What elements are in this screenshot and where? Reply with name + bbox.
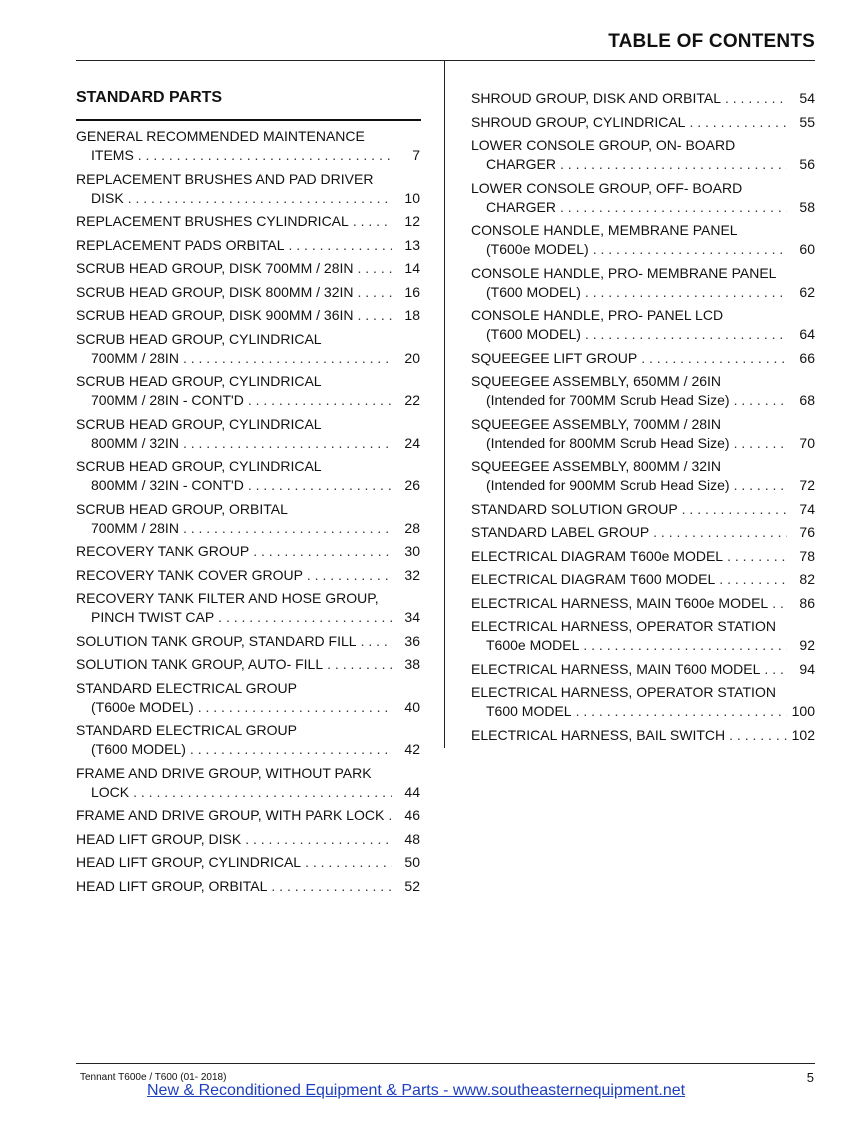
dot-leader	[583, 636, 787, 655]
dot-leader	[727, 547, 787, 566]
dot-leader	[245, 830, 392, 849]
toc-entry[interactable]	[76, 236, 420, 255]
toc-page-number: 78	[799, 547, 815, 564]
toc-page-number: 92	[799, 637, 815, 653]
dot-leader	[183, 519, 392, 538]
toc-page-number: 54	[799, 90, 815, 106]
toc-right-column	[471, 89, 815, 749]
toc-entry-title: STANDARD SOLUTION GROUP	[471, 500, 678, 517]
toc-entry-continuation: PINCH TWIST CAP	[91, 609, 215, 625]
toc-entry-continuation: DISK	[91, 189, 124, 206]
toc-entry-continuation: CHARGER	[486, 156, 557, 172]
toc-entry-title: LOWER CONSOLE GROUP, OFF- BOARD	[471, 179, 743, 196]
toc-page-number: 86	[799, 594, 815, 611]
toc-entry-continuation: ITEMS	[91, 147, 134, 163]
toc-page-number: 44	[404, 783, 420, 800]
toc-entry-title: LOWER CONSOLE GROUP, ON- BOARD	[471, 137, 736, 153]
toc-page-number: 102	[791, 726, 815, 743]
toc-entry[interactable]	[471, 113, 815, 132]
toc-entry[interactable]	[76, 806, 420, 825]
toc-page-number: 64	[799, 326, 815, 342]
toc-entry[interactable]	[471, 617, 815, 655]
toc-entry[interactable]	[471, 570, 815, 589]
dot-leader	[183, 349, 392, 368]
toc-entry-continuation: (Intended for 900MM Scrub Head Size)	[486, 477, 730, 493]
dot-leader	[289, 236, 393, 255]
dot-leader	[719, 570, 787, 589]
dot-leader	[198, 698, 392, 717]
toc-page-number: 82	[799, 571, 815, 587]
toc-entry[interactable]	[76, 853, 420, 872]
dot-leader	[576, 702, 787, 721]
toc-entry-title: ELECTRICAL HARNESS, MAIN T600e MODEL	[471, 594, 769, 611]
toc-entry-title: REPLACEMENT PADS ORBITAL	[76, 236, 285, 253]
toc-entry[interactable]	[76, 212, 420, 231]
toc-entry-continuation: T600e MODEL	[486, 637, 580, 653]
toc-entry[interactable]	[76, 632, 420, 651]
bottom-divider	[76, 1063, 815, 1064]
toc-entry-title: SQUEEGEE ASSEMBLY, 800MM / 32IN	[471, 458, 722, 474]
dot-leader	[593, 240, 787, 259]
toc-entry-title: SCRUB HEAD GROUP, CYLINDRICAL	[76, 330, 322, 347]
toc-entry-title: FRAME AND DRIVE GROUP, WITH PARK LOCK	[76, 807, 385, 823]
toc-page-number: 68	[799, 392, 815, 408]
toc-page-number: 34	[404, 609, 420, 625]
toc-entry-continuation: (Intended for 800MM Scrub Head Size)	[486, 434, 730, 451]
toc-entry-title: SHROUD GROUP, DISK AND ORBITAL	[471, 90, 721, 106]
toc-page-number: 72	[799, 477, 815, 493]
dot-leader	[734, 391, 787, 410]
toc-page-number: 10	[404, 189, 420, 206]
dot-leader	[128, 189, 392, 208]
dot-leader	[689, 113, 787, 132]
toc-entry[interactable]	[76, 170, 420, 208]
toc-entry-title: SCRUB HEAD GROUP, CYLINDRICAL	[76, 373, 322, 389]
toc-entry-title: SQUEEGEE LIFT GROUP	[471, 349, 638, 366]
toc-entry-continuation: 700MM / 28IN	[91, 349, 179, 366]
toc-page-number: 24	[404, 434, 420, 451]
toc-page-number: 46	[404, 807, 420, 823]
toc-page-number: 38	[404, 656, 420, 672]
toc-entry-title: ELECTRICAL HARNESS, OPERATOR STATION	[471, 684, 776, 700]
toc-page-number: 48	[404, 830, 420, 847]
toc-entry-title: CONSOLE HANDLE, PRO- PANEL LCD	[471, 307, 724, 323]
dot-leader	[729, 726, 787, 745]
toc-entry-continuation: CHARGER	[486, 198, 557, 215]
toc-entry-title: SCRUB HEAD GROUP, DISK 700MM / 28IN	[76, 260, 354, 276]
toc-entry[interactable]	[76, 566, 420, 585]
dot-leader	[307, 566, 392, 585]
toc-page-number: 36	[404, 632, 420, 649]
dot-leader	[271, 877, 392, 896]
toc-left-column	[76, 127, 420, 900]
toc-entry[interactable]	[76, 127, 420, 165]
toc-page-number: 76	[799, 524, 815, 540]
dot-leader	[357, 306, 392, 325]
toc-page-number: 60	[799, 241, 815, 257]
toc-entry[interactable]	[76, 721, 420, 759]
dot-leader	[138, 146, 392, 165]
dot-leader	[641, 349, 787, 368]
toc-entry-title: ELECTRICAL HARNESS, BAIL SWITCH	[471, 726, 726, 743]
toc-entry-title: SQUEEGEE ASSEMBLY, 700MM / 28IN	[471, 415, 722, 432]
dot-leader	[253, 542, 392, 561]
toc-entry[interactable]	[471, 660, 815, 679]
toc-entry[interactable]	[76, 283, 420, 302]
toc-entry-continuation: T600 MODEL	[486, 703, 572, 719]
toc-entry-title: RECOVERY TANK COVER GROUP	[76, 566, 303, 583]
toc-page-number: 7	[412, 147, 420, 163]
toc-page-number: 28	[404, 519, 420, 536]
section-title: STANDARD PARTS	[76, 89, 223, 106]
toc-entry-continuation: 800MM / 32IN - CONT'D	[91, 477, 244, 493]
toc-page-number: 13	[404, 236, 420, 253]
toc-entry-title: STANDARD ELECTRICAL GROUP	[76, 722, 297, 738]
toc-entry-title: CONSOLE HANDLE, PRO- MEMBRANE PANEL	[471, 264, 777, 281]
toc-entry[interactable]	[471, 349, 815, 368]
toc-entry-continuation: (Intended for 700MM Scrub Head Size)	[486, 392, 730, 408]
dot-leader	[327, 655, 392, 674]
toc-page-number: 56	[799, 156, 815, 172]
page-title: TABLE OF CONTENTS	[608, 31, 815, 52]
dot-leader	[772, 594, 787, 613]
toc-page-number: 50	[404, 854, 420, 870]
toc-entry-continuation: (T600 MODEL)	[91, 741, 186, 757]
toc-entry-title: SCRUB HEAD GROUP, CYLINDRICAL	[76, 415, 322, 432]
dot-leader	[560, 198, 787, 217]
toc-page-number: 58	[799, 198, 815, 215]
toc-entry-title: SCRUB HEAD GROUP, DISK 900MM / 36IN	[76, 307, 354, 323]
toc-entry[interactable]	[76, 655, 420, 674]
dot-leader	[357, 283, 392, 302]
toc-page-number: 18	[404, 307, 420, 323]
dot-leader	[734, 476, 787, 495]
toc-entry[interactable]	[76, 500, 420, 538]
dot-leader	[353, 212, 392, 231]
dot-leader	[190, 740, 392, 759]
toc-entry-title: RECOVERY TANK GROUP	[76, 543, 250, 559]
toc-page-number: 16	[404, 283, 420, 300]
toc-entry-continuation: (T600 MODEL)	[486, 326, 581, 342]
toc-page-number: 40	[404, 698, 420, 715]
toc-entry[interactable]	[471, 726, 815, 745]
toc-entry-title: REPLACEMENT BRUSHES AND PAD DRIVER	[76, 170, 374, 187]
toc-entry[interactable]	[76, 306, 420, 325]
toc-entry[interactable]	[471, 136, 815, 174]
dot-leader	[585, 283, 787, 302]
toc-entry[interactable]	[471, 89, 815, 108]
dot-leader	[218, 608, 392, 627]
toc-entry[interactable]	[471, 221, 815, 259]
toc-entry-title: ELECTRICAL HARNESS, OPERATOR STATION	[471, 618, 776, 634]
toc-entry[interactable]	[76, 259, 420, 278]
toc-page-number: 12	[404, 213, 420, 229]
toc-entry-title: SCRUB HEAD GROUP, CYLINDRICAL	[76, 458, 322, 474]
toc-page-number: 26	[404, 477, 420, 493]
toc-entry-title: ELECTRICAL DIAGRAM T600e MODEL	[471, 547, 724, 564]
toc-entry-continuation: (T600e MODEL)	[486, 241, 589, 257]
toc-page-number: 94	[799, 660, 815, 677]
toc-entry[interactable]	[471, 179, 815, 217]
toc-entry-title: SOLUTION TANK GROUP, STANDARD FILL	[76, 632, 357, 649]
toc-entry[interactable]	[76, 372, 420, 410]
toc-entry-title: SCRUB HEAD GROUP, DISK 800MM / 32IN	[76, 283, 354, 300]
top-divider	[76, 60, 815, 61]
dot-leader	[560, 155, 787, 174]
dot-leader	[682, 500, 787, 519]
toc-entry-title: RECOVERY TANK FILTER AND HOSE GROUP,	[76, 590, 379, 606]
dot-leader	[734, 434, 787, 453]
dot-leader	[305, 853, 392, 872]
toc-entry-title: REPLACEMENT BRUSHES CYLINDRICAL	[76, 213, 349, 229]
dot-leader	[725, 89, 787, 108]
toc-page-number: 22	[404, 392, 420, 408]
dot-leader	[653, 523, 787, 542]
toc-entry[interactable]	[76, 589, 420, 627]
dot-leader	[357, 259, 392, 278]
dot-leader	[388, 806, 392, 825]
dot-leader	[361, 632, 392, 651]
toc-page-number: 20	[404, 349, 420, 366]
toc-entry[interactable]	[76, 877, 420, 896]
toc-entry-title: SHROUD GROUP, CYLINDRICAL	[471, 113, 686, 130]
toc-page-number: 66	[799, 349, 815, 366]
toc-entry-title: STANDARD LABEL GROUP	[471, 524, 650, 540]
toc-entry-title: STANDARD ELECTRICAL GROUP	[76, 679, 297, 696]
toc-entry-title: SCRUB HEAD GROUP, ORBITAL	[76, 500, 288, 517]
footer-model: Tennant T600e / T600 (01- 2018)	[80, 1072, 227, 1083]
toc-page-number: 42	[404, 741, 420, 757]
toc-entry[interactable]	[471, 500, 815, 519]
toc-entry-continuation: (T600 MODEL)	[486, 283, 581, 300]
toc-entry[interactable]	[471, 547, 815, 566]
toc-entry[interactable]	[471, 594, 815, 613]
toc-page-number: 52	[404, 877, 420, 894]
toc-page-number: 30	[404, 543, 420, 559]
toc-entry[interactable]	[76, 542, 420, 561]
toc-entry[interactable]	[471, 415, 815, 453]
footer-page-number: 5	[806, 1070, 814, 1085]
toc-entry[interactable]	[76, 764, 420, 802]
dot-leader	[248, 391, 392, 410]
footer-link[interactable]: New & Reconditioned Equipment & Parts - www.southeasternequipment.net	[147, 1082, 686, 1099]
toc-entry-continuation: (T600e MODEL)	[91, 698, 194, 715]
toc-entry-title: ELECTRICAL HARNESS, MAIN T600 MODEL	[471, 660, 761, 677]
toc-page-number: 74	[799, 500, 815, 517]
toc-entry[interactable]	[76, 457, 420, 495]
toc-entry[interactable]	[76, 330, 420, 368]
toc-entry-title: CONSOLE HANDLE, MEMBRANE PANEL	[471, 222, 738, 238]
toc-page-number: 55	[799, 113, 815, 130]
toc-entry[interactable]	[471, 264, 815, 302]
toc-page-number: 100	[791, 703, 815, 719]
toc-entry-title: SQUEEGEE ASSEMBLY, 650MM / 26IN	[471, 373, 722, 389]
toc-entry-title: ELECTRICAL DIAGRAM T600 MODEL	[471, 571, 716, 587]
toc-entry[interactable]	[76, 830, 420, 849]
toc-entry-continuation: 800MM / 32IN	[91, 434, 179, 451]
toc-entry[interactable]	[471, 306, 815, 344]
toc-entry[interactable]	[471, 683, 815, 721]
toc-entry-title: HEAD LIFT GROUP, ORBITAL	[76, 877, 268, 894]
toc-page-number: 62	[799, 283, 815, 300]
toc-entry[interactable]	[76, 679, 420, 717]
column-divider	[444, 60, 445, 748]
toc-entry-continuation: 700MM / 28IN - CONT'D	[91, 392, 244, 408]
section-underline	[76, 119, 421, 121]
toc-entry[interactable]	[471, 457, 815, 495]
toc-entry[interactable]	[471, 372, 815, 410]
dot-leader	[764, 660, 787, 679]
dot-leader	[585, 325, 787, 344]
toc-entry-continuation: 700MM / 28IN	[91, 519, 179, 536]
toc-entry-continuation: LOCK	[91, 783, 130, 800]
toc-entry[interactable]	[76, 415, 420, 453]
toc-entry-title: FRAME AND DRIVE GROUP, WITHOUT PARK	[76, 764, 372, 781]
toc-entry-title: HEAD LIFT GROUP, CYLINDRICAL	[76, 854, 302, 870]
toc-entry-title: SOLUTION TANK GROUP, AUTO- FILL	[76, 656, 324, 672]
dot-leader	[183, 434, 392, 453]
toc-entry-title: GENERAL RECOMMENDED MAINTENANCE	[76, 128, 365, 144]
dot-leader	[248, 476, 392, 495]
toc-page-number: 70	[799, 434, 815, 451]
toc-page-number: 32	[404, 566, 420, 583]
toc-entry[interactable]	[471, 523, 815, 542]
toc-entry-title: HEAD LIFT GROUP, DISK	[76, 830, 242, 847]
toc-page-number: 14	[404, 260, 420, 276]
dot-leader	[133, 783, 392, 802]
